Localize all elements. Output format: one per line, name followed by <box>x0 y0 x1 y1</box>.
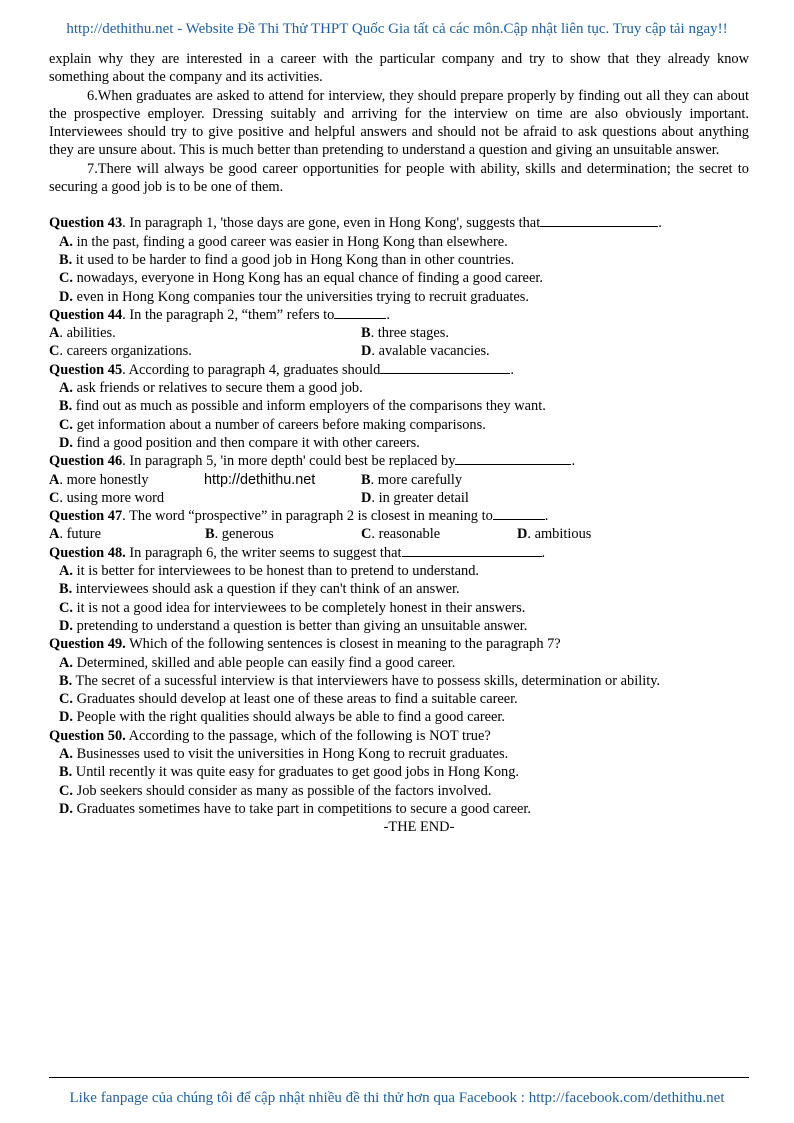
option-a: A. more honestly <box>49 471 149 488</box>
question-46 <box>49 452 749 470</box>
option-b: B. three stages. <box>361 325 449 342</box>
passage-paragraph-7: 7.There will always be good career opportunities for people with ability, skills and determination; the secret to securing a good job is to be one of them. <box>49 160 749 196</box>
question-stem: . The word “prospective” in paragraph 2 is closest in meaning to <box>122 508 493 525</box>
passage-paragraph-continued: explain why they are interested in a career with the particular company and try to show that they already know something about the company and its activities. <box>49 51 749 86</box>
option-d: D. in greater detail <box>361 489 469 506</box>
question-tail: . <box>541 544 546 561</box>
option-d: D. Graduates sometimes have to take part in competitions to secure a good career. <box>59 800 531 817</box>
question-label: Question 46 <box>49 453 123 470</box>
option-d: D. ambitious <box>517 526 592 543</box>
option-c: C. Graduates should develop at least one of these areas to find a suitable career. <box>59 691 518 708</box>
options-row <box>49 342 749 360</box>
footer-divider <box>49 1077 749 1078</box>
question-tail: . <box>658 215 662 232</box>
answer-blank <box>540 214 658 227</box>
question-43 <box>49 214 749 232</box>
option-a: A. ask friends or relatives to secure them a good job. <box>59 380 363 397</box>
option-a: A. abilities. <box>49 325 116 342</box>
options-row <box>49 525 749 543</box>
option-a: A. in the past, finding a good career was easier in Hong Kong than elsewhere. <box>59 233 508 250</box>
question-50 <box>49 727 749 745</box>
end-marker: -THE END- <box>383 819 455 836</box>
question-49 <box>49 635 749 653</box>
page-header-link[interactable]: http://dethithu.net - Website Đề Thi Thử THPT Quốc Gia tất cả các môn.Cập nhật liên tục. Truy cập tải ngay!! <box>66 21 728 37</box>
question-stem: Which of the following sentences is closest in meaning to the paragraph 7? <box>125 636 561 653</box>
option-b: B. The secret of a sucessful interview is that interviewers have to possess skills, determination or ability. <box>59 672 661 689</box>
answer-blank <box>334 306 386 319</box>
question-label: Question 47 <box>49 508 123 525</box>
spacer <box>49 196 749 214</box>
question-label: Question 44 <box>49 306 123 323</box>
option-d: D. avalable vacancies. <box>361 343 490 360</box>
option-b: B. Until recently it was quite easy for graduates to get good jobs in Hong Kong. <box>59 764 520 781</box>
answer-blank <box>402 544 542 557</box>
question-47 <box>49 507 749 525</box>
question-tail: . <box>571 453 576 470</box>
question-label: Question 45 <box>49 361 123 378</box>
watermark-link[interactable]: http://dethithu.net <box>204 471 316 488</box>
question-stem: According to the passage, which of the following is NOT true? <box>125 727 491 744</box>
question-stem: In paragraph 6, the writer seems to suggest that <box>125 544 402 561</box>
option-a: A. future <box>49 526 101 543</box>
question-label: Question 50. <box>49 727 126 744</box>
answer-blank <box>493 507 545 520</box>
options-row <box>49 489 749 507</box>
option-c: C. careers organizations. <box>49 343 192 360</box>
footer-facebook-link[interactable]: Like fanpage của chúng tôi để cập nhật nhiều đề thi thử hơn qua Facebook : http://facebook.com/dethithu.net <box>69 1090 725 1106</box>
question-label: Question 49. <box>49 636 126 653</box>
option-b: B. it used to be harder to find a good job in Hong Kong than in other countries. <box>59 251 515 268</box>
option-b: B. find out as much as possible and inform employers of the comparisons they want. <box>59 398 546 415</box>
options-row <box>49 324 749 342</box>
question-tail: . <box>544 508 549 525</box>
option-c: C. Job seekers should consider as many as possible of the factors involved. <box>59 782 492 799</box>
question-45 <box>49 361 749 379</box>
option-a: A. Businesses used to visit the universities in Hong Kong to recruit graduates. <box>59 745 509 762</box>
option-b: B. interviewees should ask a question if they can't think of an answer. <box>59 581 460 598</box>
option-a: A. it is better for interviewees to be honest than to pretend to understand. <box>59 563 480 580</box>
option-c: C. get information about a number of careers before making comparisons. <box>59 416 486 433</box>
exam-content <box>49 50 749 836</box>
option-d: D. even in Hong Kong companies tour the universities trying to recruit graduates. <box>59 288 529 305</box>
question-stem: . In the paragraph 2, “them” refers to <box>122 306 335 323</box>
question-label: Question 43 <box>49 215 123 232</box>
question-tail: . <box>386 306 390 323</box>
question-stem: . According to paragraph 4, graduates should <box>122 361 381 378</box>
option-b: B. more carefully <box>361 471 463 488</box>
question-stem: . In paragraph 5, 'in more depth' could best be replaced by <box>122 453 456 470</box>
option-c: C. using more word <box>49 489 165 506</box>
question-label: Question 48. <box>49 544 126 561</box>
option-b: B. generous <box>205 526 274 543</box>
option-d: D. People with the right qualities should always be able to find a good career. <box>59 709 506 726</box>
question-tail: . <box>510 361 514 378</box>
option-c: C. reasonable <box>361 526 441 543</box>
option-c: C. it is not a good idea for interviewees to be completely honest in their answers. <box>59 599 526 616</box>
question-44 <box>49 306 749 324</box>
question-48 <box>49 544 749 562</box>
option-d: D. find a good position and then compare it with other careers. <box>59 434 420 451</box>
answer-blank <box>455 452 571 465</box>
option-c: C. nowadays, everyone in Hong Kong has an equal chance of finding a good career. <box>59 270 543 287</box>
question-stem: . In paragraph 1, 'those days are gone, even in Hong Kong', suggests that <box>122 215 541 232</box>
option-a: A. Determined, skilled and able people can easily find a good career. <box>59 654 456 671</box>
option-d: D. pretending to understand a question is better than giving an unsuitable answer. <box>59 617 528 634</box>
options-row <box>49 471 749 489</box>
passage-paragraph-6: 6.When graduates are asked to attend for interview, they should prepare properly by finding out all they can about the prospective employer. Dressing suitably and arriving for the interview on time are also obviously important. Interviewees should try to give positive and helpful answers and should not be afraid to ask questions about anything they are unsure about. This is much better than pretending to understand a question and giving an unsuitable answer. <box>49 87 749 159</box>
answer-blank <box>380 361 510 374</box>
